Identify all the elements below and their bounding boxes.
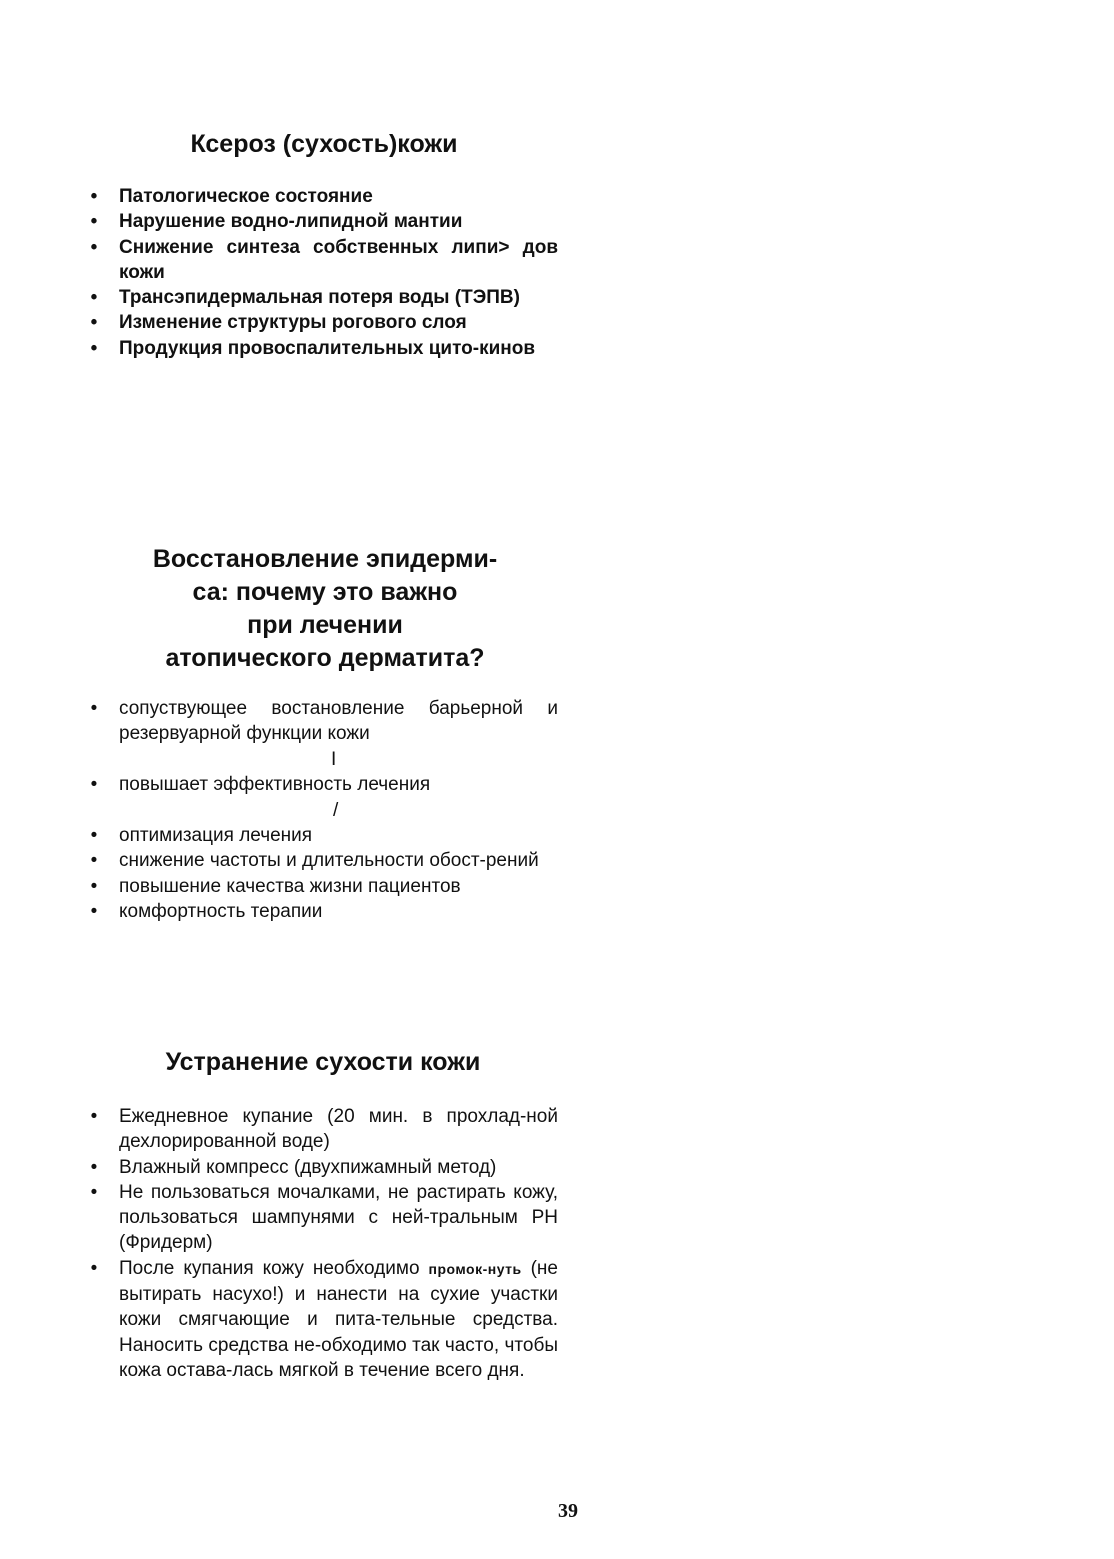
bullet-icon: • — [90, 1156, 98, 1178]
bullet-icon: • — [90, 287, 98, 309]
list-item: • Патологическое состояние — [88, 184, 558, 209]
separator-mark: I — [331, 749, 337, 770]
list-item: • После купания кожу необходимо промок-нуть (не вытирать насухо!) и нанести на сухие участки кожи смягчающие и пита-тельные средства. Наносить средства не-обходимо так часто, чтобы кожа остава-лась мягкой в течение всего дня. — [88, 1256, 558, 1383]
list-item: • Снижение синтеза собственных липи> дов кожи — [88, 235, 558, 286]
section2-title-line: са: почему это важно — [192, 578, 458, 606]
list-item: • оптимизация лечения — [88, 823, 558, 848]
page-number: 39 — [558, 1500, 578, 1522]
bullet-icon: • — [90, 211, 98, 233]
list-item: • Изменение структуры рогового слоя — [88, 310, 558, 335]
separator-mark: / — [333, 800, 339, 821]
bullet-icon: • — [90, 1106, 98, 1127]
section3-list — [88, 1104, 558, 1383]
list-item: • Трансэпидермальная потеря воды (ТЭПВ) — [88, 285, 558, 310]
bullet-icon: • — [90, 236, 98, 258]
bullet-icon: • — [90, 337, 98, 359]
bullet-icon: • — [90, 774, 98, 795]
list-item: • комфортность терапии — [88, 899, 558, 924]
bullet-icon: • — [90, 875, 98, 897]
section3-title: Устранение сухости кожи — [165, 1048, 481, 1076]
bullet-icon: • — [90, 900, 98, 922]
list-item: • Продукция провоспалительных цито-кинов — [88, 336, 558, 361]
section2-title-line: атопического дерматита? — [165, 644, 485, 672]
section1-list — [88, 184, 558, 361]
list-item: • сопуствующее востановление барьерной и резервуарной функции кожи — [88, 696, 558, 747]
bullet-icon: • — [90, 186, 98, 207]
bullet-icon: • — [90, 1181, 98, 1203]
section2-title-line: при лечении — [247, 611, 403, 639]
section2-list-a — [88, 696, 558, 747]
section2-list-c — [88, 823, 558, 924]
list-item: • Влажный компресс (двухпижамный метод) — [88, 1155, 558, 1180]
list-item: • повышает эффективность лечения — [88, 772, 558, 797]
bullet-icon: • — [90, 825, 98, 846]
emphasis-text: промок-нуть — [428, 1260, 522, 1277]
list-item: • Нарушение водно-липидной мантии — [88, 209, 558, 234]
bullet-icon: • — [90, 312, 98, 334]
section2-title — [110, 543, 540, 675]
bullet-icon: • — [90, 850, 98, 872]
list-item: • повышение качества жизни пациентов — [88, 874, 558, 899]
list-item: • Ежедневное купание (20 мин. в прохлад-ной дехлорированной воде) — [88, 1104, 558, 1155]
section2-list-b — [88, 772, 558, 797]
section1-title: Ксероз (сухость)кожи — [190, 130, 458, 158]
section2-title-line: Восстановление эпидерми- — [152, 545, 498, 573]
bullet-icon: • — [90, 698, 98, 719]
bullet-icon: • — [90, 1257, 98, 1279]
list-item: • Не пользоваться мочалками, не растирать кожу, пользоваться шампунями с ней-тральным РН (Фридерм) — [88, 1180, 558, 1256]
list-item: • снижение частоты и длительности обост-рений — [88, 848, 558, 873]
